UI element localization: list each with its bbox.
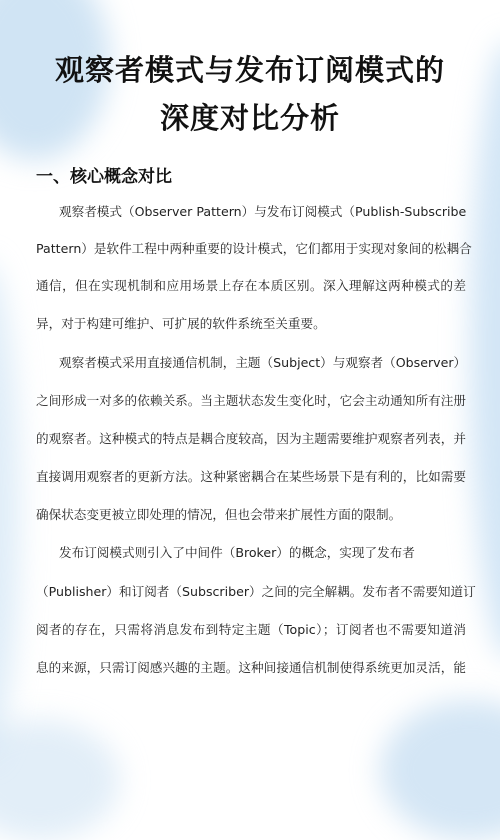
paragraph-1-line: 异，对于构建可维护、可扩展的软件系统至关重要。 [36, 316, 326, 331]
paragraph-3-line: 息的来源，只需订阅感兴趣的主题。这种间接通信机制使得系统更加灵活，能 [36, 660, 466, 675]
paragraph-1-line: Pattern）是软件工程中两种重要的设计模式，它们都用于实现对象间的松耦合 [36, 241, 472, 256]
paragraph-3-line: （Publisher）和订阅者（Subscriber）之间的完全解耦。发布者不需要知道订 [36, 584, 476, 599]
document-title-line-1: 观察者模式与发布订阅模式的 [54, 53, 445, 87]
paragraph-1-line: 观察者模式（Observer Pattern）与发布订阅模式（Publish-Subscribe [59, 204, 467, 219]
paragraph-2-line: 确保状态变更被立即处理的情况，但也会带来扩展性方面的限制。 [36, 507, 402, 522]
paragraph-3-line: 发布订阅模式则引入了中间件（Broker）的概念，实现了发布者 [59, 545, 415, 560]
section-heading: 一、核心概念对比 [36, 167, 172, 187]
paragraph-2-line: 之间形成一对多的依赖关系。当主题状态发生变化时，它会主动通知所有注册 [36, 393, 466, 408]
paragraph-1-line: 通信，但在实现机制和应用场景上存在本质区别。深入理解这两种模式的差 [36, 278, 466, 293]
paragraph-2-line: 直接调用观察者的更新方法。这种紧密耦合在某些场景下是有利的，比如需要 [36, 469, 466, 484]
paragraph-3-line: 阅者的存在，只需将消息发布到特定主题（Topic）；订阅者也不需要知道消 [36, 622, 466, 637]
paragraph-2-line: 观察者模式采用直接通信机制，主题（Subject）与观察者（Observer） [59, 355, 467, 370]
paragraph-2-line: 的观察者。这种模式的特点是耦合度较高，因为主题需要维护观察者列表，并 [36, 431, 466, 446]
document-title-line-2: 深度对比分析 [159, 101, 340, 135]
